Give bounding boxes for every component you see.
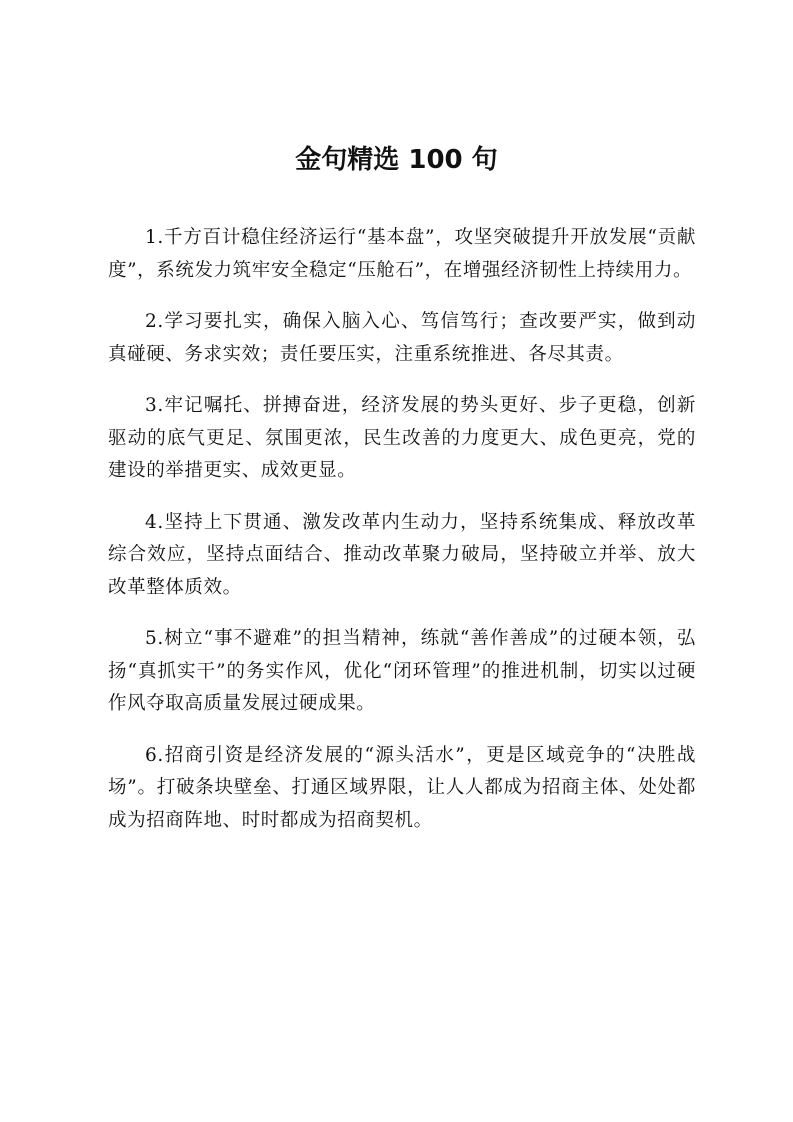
paragraph-4: 4.坚持上下贯通、激发改革内生动力，坚持系统集成、释放改革综合效应，坚持点面结合、推动改革聚力破局，坚持破立并举、放大改革整体质效。 bbox=[108, 511, 696, 598]
page-title: 金句精选 100 句 bbox=[295, 145, 498, 175]
paragraph-5: 5.树立“事不避难”的担当精神，练就“善作善成”的过硬本领，弘扬“真抓实干”的务实作风，优化“闭环管理”的推进机制，切实以过硬作风夺取高质量发展过硬成果。 bbox=[108, 628, 696, 714]
paragraph-6: 6.招商引资是经济发展的“源头活水”，更是区域竞争的“决胜战场”。打破条块壁垒、打通区域界限，让人人都成为招商主体、处处都成为招商阵地、时时都成为招商契机。 bbox=[108, 744, 696, 831]
paragraph-2: 2.学习要扎实，确保入脑入心、笃信笃行；查改要严实，做到动真碰硬、务求实效；责任要压实，注重系统推进、各尽其责。 bbox=[108, 311, 696, 365]
paragraph-1: 1.千方百计稳住经济运行“基本盘”，攻坚突破提升开放发展“贡献度”，系统发力筑牢安全稳定“压舱石”，在增强经济韧性上持续用力。 bbox=[108, 227, 696, 281]
document-body bbox=[108, 222, 696, 856]
paragraph-3: 3.牢记嘱托、拼搏奋进，经济发展的势头更好、步子更稳，创新驱动的底气更足、氛围更浓，民生改善的力度更大、成色更亮，党的建设的举措更实、成效更显。 bbox=[108, 395, 696, 481]
